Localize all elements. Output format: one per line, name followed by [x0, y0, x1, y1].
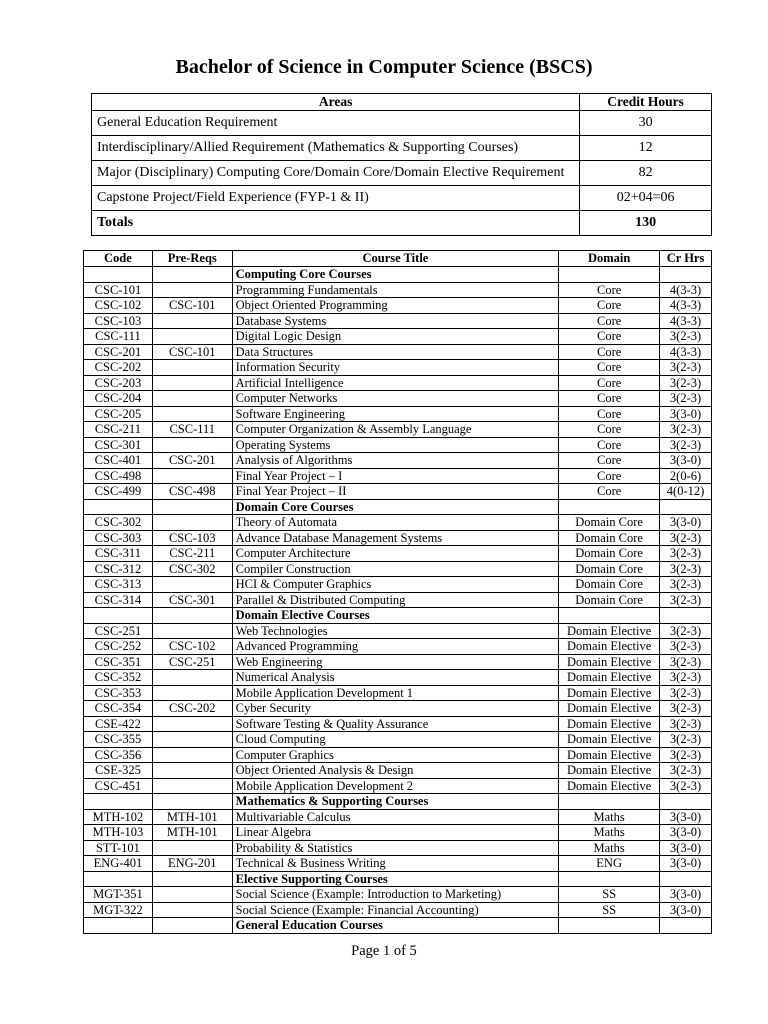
course-row: [84, 530, 712, 546]
course-row: [84, 313, 712, 329]
domain-cell: Core: [559, 468, 660, 484]
page-number: Page 1 of 5: [351, 943, 417, 959]
domain-cell: Domain Core: [559, 515, 660, 531]
credit-cell: 3(3-0): [660, 856, 712, 872]
section-title: Mathematics & Supporting Courses: [232, 794, 559, 810]
area-cell: Totals: [92, 211, 580, 236]
course-row: [84, 716, 712, 732]
domain-cell: Domain Core: [559, 592, 660, 608]
domain-cell: Domain Elective: [559, 778, 660, 794]
credit-cell: 3(2-3): [660, 329, 712, 345]
course-title-cell: Technical & Business Writing: [232, 856, 559, 872]
course-title-cell: Advanced Programming: [232, 639, 559, 655]
course-title-header: Course Title: [232, 251, 559, 267]
code-cell: CSC-101: [84, 282, 153, 298]
credit-hours-header: Credit Hours: [580, 94, 712, 111]
course-title-cell: Information Security: [232, 360, 559, 376]
course-title-cell: Database Systems: [232, 313, 559, 329]
code-cell: [84, 499, 153, 515]
domain-cell: Domain Core: [559, 546, 660, 562]
prereq-cell: [152, 406, 232, 422]
prereq-cell: [152, 515, 232, 531]
course-row: [84, 670, 712, 686]
summary-row: [92, 111, 712, 136]
course-row: [84, 453, 712, 469]
credit-cell: 3(2-3): [660, 763, 712, 779]
code-cell: CSC-111: [84, 329, 153, 345]
prereq-cell: CSC-302: [152, 561, 232, 577]
course-title-cell: Mobile Application Development 2: [232, 778, 559, 794]
code-cell: CSC-351: [84, 654, 153, 670]
course-title-cell: Advance Database Management Systems: [232, 530, 559, 546]
domain-cell: Core: [559, 437, 660, 453]
credit-cell: 3(2-3): [660, 561, 712, 577]
prereq-cell: [152, 623, 232, 639]
section-title: General Education Courses: [232, 918, 559, 934]
area-cell: Major (Disciplinary) Computing Core/Domain Core/Domain Elective Requirement: [92, 161, 580, 186]
code-cell: CSC-202: [84, 360, 153, 376]
code-cell: CSE-422: [84, 716, 153, 732]
prereq-cell: CSC-211: [152, 546, 232, 562]
course-title-cell: Mobile Application Development 1: [232, 685, 559, 701]
prereq-cell: [152, 778, 232, 794]
prereq-cell: CSC-102: [152, 639, 232, 655]
domain-cell: Maths: [559, 840, 660, 856]
credit-cell: 3(2-3): [660, 546, 712, 562]
credit-cell: [660, 267, 712, 283]
credit-cell: 3(2-3): [660, 778, 712, 794]
course-row: [84, 856, 712, 872]
credit-cell: 82: [580, 161, 712, 186]
credit-cell: 3(2-3): [660, 639, 712, 655]
domain-cell: [559, 871, 660, 887]
code-cell: CSC-302: [84, 515, 153, 531]
section-row: [84, 499, 712, 515]
prereq-cell: [152, 267, 232, 283]
course-row: [84, 887, 712, 903]
credit-cell: 02+04=06: [580, 186, 712, 211]
prereq-cell: CSC-498: [152, 484, 232, 500]
credit-cell: [660, 794, 712, 810]
code-header: Code: [84, 251, 153, 267]
course-header-row: [84, 251, 712, 267]
course-title-cell: Computer Architecture: [232, 546, 559, 562]
course-row: [84, 778, 712, 794]
code-cell: CSC-204: [84, 391, 153, 407]
code-cell: CSC-355: [84, 732, 153, 748]
credit-cell: 3(2-3): [660, 592, 712, 608]
code-cell: MGT-351: [84, 887, 153, 903]
domain-cell: [559, 918, 660, 934]
credit-cell: 4(3-3): [660, 313, 712, 329]
prereq-cell: [152, 577, 232, 593]
summary-row: [92, 186, 712, 211]
course-title-cell: Object Oriented Programming: [232, 298, 559, 314]
course-row: [84, 484, 712, 500]
credit-cell: [660, 499, 712, 515]
domain-cell: Maths: [559, 825, 660, 841]
prereq-cell: [152, 902, 232, 918]
code-cell: MTH-103: [84, 825, 153, 841]
prereq-cell: [152, 468, 232, 484]
prereq-cell: MTH-101: [152, 825, 232, 841]
course-row: [84, 685, 712, 701]
domain-cell: Core: [559, 298, 660, 314]
course-row: [84, 561, 712, 577]
domain-cell: Domain Core: [559, 530, 660, 546]
course-row: [84, 747, 712, 763]
prereq-cell: [152, 747, 232, 763]
course-title-cell: Cloud Computing: [232, 732, 559, 748]
code-cell: CSC-312: [84, 561, 153, 577]
credit-cell: 3(3-0): [660, 515, 712, 531]
credit-cell: 4(3-3): [660, 344, 712, 360]
domain-cell: Domain Elective: [559, 670, 660, 686]
code-cell: CSC-311: [84, 546, 153, 562]
prereq-cell: CSC-111: [152, 422, 232, 438]
code-cell: [84, 918, 153, 934]
credit-cell: [660, 871, 712, 887]
course-title-cell: Social Science (Example: Introduction to Marketing): [232, 887, 559, 903]
prereq-cell: [152, 282, 232, 298]
section-title: Domain Core Courses: [232, 499, 559, 515]
prereq-cell: [152, 670, 232, 686]
domain-cell: Domain Elective: [559, 654, 660, 670]
summary-row: [92, 136, 712, 161]
code-cell: CSC-356: [84, 747, 153, 763]
course-title-cell: Computer Networks: [232, 391, 559, 407]
prereq-cell: [152, 918, 232, 934]
domain-cell: Domain Elective: [559, 701, 660, 717]
domain-cell: Domain Elective: [559, 747, 660, 763]
code-cell: CSC-103: [84, 313, 153, 329]
credit-cell: [660, 918, 712, 934]
course-title-cell: Web Engineering: [232, 654, 559, 670]
prereq-cell: [152, 871, 232, 887]
prereq-cell: CSC-101: [152, 298, 232, 314]
domain-cell: Domain Core: [559, 577, 660, 593]
course-row: [84, 623, 712, 639]
area-cell: Capstone Project/Field Experience (FYP-1 & II): [92, 186, 580, 211]
prereq-cell: CSC-103: [152, 530, 232, 546]
prereq-cell: [152, 391, 232, 407]
domain-cell: Core: [559, 484, 660, 500]
course-title-cell: Software Testing & Quality Assurance: [232, 716, 559, 732]
domain-cell: Core: [559, 313, 660, 329]
course-row: [84, 437, 712, 453]
course-title-cell: Parallel & Distributed Computing: [232, 592, 559, 608]
credit-cell: 4(0-12): [660, 484, 712, 500]
credit-cell: 3(2-3): [660, 701, 712, 717]
code-cell: CSC-211: [84, 422, 153, 438]
prereq-cell: [152, 437, 232, 453]
credit-cell: 3(2-3): [660, 437, 712, 453]
section-row: [84, 794, 712, 810]
credit-cell: 3(2-3): [660, 530, 712, 546]
code-cell: CSC-205: [84, 406, 153, 422]
course-row: [84, 840, 712, 856]
code-cell: CSC-252: [84, 639, 153, 655]
prereq-cell: [152, 360, 232, 376]
course-title-cell: Final Year Project – II: [232, 484, 559, 500]
domain-cell: [559, 499, 660, 515]
summary-row: [92, 211, 712, 236]
credit-cell: 2(0-6): [660, 468, 712, 484]
course-title-cell: Web Technologies: [232, 623, 559, 639]
prereq-cell: [152, 716, 232, 732]
course-table: [83, 250, 712, 934]
course-title-cell: Multivariable Calculus: [232, 809, 559, 825]
credit-cell: 3(2-3): [660, 422, 712, 438]
credit-cell: 3(3-0): [660, 840, 712, 856]
credit-hours-header: Cr Hrs: [660, 251, 712, 267]
domain-header: Domain: [559, 251, 660, 267]
course-title-cell: Compiler Construction: [232, 561, 559, 577]
course-row: [84, 391, 712, 407]
course-row: [84, 825, 712, 841]
credit-cell: 3(2-3): [660, 732, 712, 748]
summary-header-row: [92, 94, 712, 111]
course-title-cell: Artificial Intelligence: [232, 375, 559, 391]
section-row: [84, 918, 712, 934]
credit-cell: 3(2-3): [660, 623, 712, 639]
code-cell: [84, 871, 153, 887]
course-row: [84, 282, 712, 298]
domain-cell: Domain Elective: [559, 685, 660, 701]
course-title-cell: HCI & Computer Graphics: [232, 577, 559, 593]
course-title-cell: Programming Fundamentals: [232, 282, 559, 298]
course-row: [84, 654, 712, 670]
page-title: Bachelor of Science in Computer Science (BSCS): [175, 56, 593, 78]
area-cell: General Education Requirement: [92, 111, 580, 136]
summary-row: [92, 161, 712, 186]
course-row: [84, 577, 712, 593]
course-title-cell: Theory of Automata: [232, 515, 559, 531]
course-title-cell: Cyber Security: [232, 701, 559, 717]
code-cell: CSC-313: [84, 577, 153, 593]
credit-cell: 3(2-3): [660, 375, 712, 391]
credit-cell: 4(3-3): [660, 298, 712, 314]
prereq-cell: CSC-202: [152, 701, 232, 717]
domain-cell: ENG: [559, 856, 660, 872]
code-cell: MTH-102: [84, 809, 153, 825]
course-row: [84, 375, 712, 391]
credit-cell: 3(2-3): [660, 360, 712, 376]
course-title-cell: Analysis of Algorithms: [232, 453, 559, 469]
domain-cell: [559, 267, 660, 283]
credit-summary-table: [91, 93, 712, 236]
course-row: [84, 732, 712, 748]
prereq-cell: [152, 794, 232, 810]
credit-cell: 3(3-0): [660, 825, 712, 841]
section-title: Elective Supporting Courses: [232, 871, 559, 887]
domain-cell: Core: [559, 406, 660, 422]
section-row: [84, 608, 712, 624]
domain-cell: Maths: [559, 809, 660, 825]
credit-cell: 3(3-0): [660, 809, 712, 825]
course-row: [84, 329, 712, 345]
code-cell: CSC-451: [84, 778, 153, 794]
course-row: [84, 902, 712, 918]
code-cell: CSC-201: [84, 344, 153, 360]
domain-cell: [559, 794, 660, 810]
course-title-cell: Linear Algebra: [232, 825, 559, 841]
area-cell: Interdisciplinary/Allied Requirement (Mathematics & Supporting Courses): [92, 136, 580, 161]
code-cell: STT-101: [84, 840, 153, 856]
credit-cell: 30: [580, 111, 712, 136]
credit-cell: 3(2-3): [660, 747, 712, 763]
code-cell: [84, 267, 153, 283]
code-cell: CSC-498: [84, 468, 153, 484]
code-cell: CSC-314: [84, 592, 153, 608]
course-title-cell: Computer Graphics: [232, 747, 559, 763]
domain-cell: Core: [559, 329, 660, 345]
domain-cell: Domain Elective: [559, 639, 660, 655]
prereq-cell: [152, 329, 232, 345]
course-row: [84, 546, 712, 562]
code-cell: CSC-203: [84, 375, 153, 391]
prereq-cell: [152, 685, 232, 701]
prereq-cell: CSC-301: [152, 592, 232, 608]
credit-cell: 3(2-3): [660, 577, 712, 593]
credit-cell: 3(2-3): [660, 654, 712, 670]
section-row: [84, 871, 712, 887]
domain-cell: Core: [559, 360, 660, 376]
code-cell: CSC-251: [84, 623, 153, 639]
code-cell: ENG-401: [84, 856, 153, 872]
credit-cell: 3(2-3): [660, 716, 712, 732]
code-cell: MGT-322: [84, 902, 153, 918]
course-row: [84, 344, 712, 360]
credit-cell: 3(2-3): [660, 391, 712, 407]
course-title-cell: Software Engineering: [232, 406, 559, 422]
code-cell: CSC-499: [84, 484, 153, 500]
prereq-cell: [152, 499, 232, 515]
prereq-cell: [152, 608, 232, 624]
prereq-cell: MTH-101: [152, 809, 232, 825]
course-title-cell: Digital Logic Design: [232, 329, 559, 345]
prereq-cell: CSC-201: [152, 453, 232, 469]
credit-cell: [660, 608, 712, 624]
course-title-cell: Final Year Project – I: [232, 468, 559, 484]
code-cell: CSC-352: [84, 670, 153, 686]
prereq-cell: [152, 375, 232, 391]
domain-cell: SS: [559, 887, 660, 903]
course-row: [84, 406, 712, 422]
section-title: Domain Elective Courses: [232, 608, 559, 624]
code-cell: CSC-354: [84, 701, 153, 717]
course-row: [84, 639, 712, 655]
code-cell: CSC-401: [84, 453, 153, 469]
course-row: [84, 298, 712, 314]
domain-cell: SS: [559, 902, 660, 918]
course-title-cell: Numerical Analysis: [232, 670, 559, 686]
code-cell: CSC-303: [84, 530, 153, 546]
course-title-cell: Operating Systems: [232, 437, 559, 453]
code-cell: CSC-353: [84, 685, 153, 701]
credit-cell: 3(3-0): [660, 453, 712, 469]
course-title-cell: Computer Organization & Assembly Language: [232, 422, 559, 438]
course-title-cell: Probability & Statistics: [232, 840, 559, 856]
course-row: [84, 360, 712, 376]
section-title: Computing Core Courses: [232, 267, 559, 283]
course-title-cell: Data Structures: [232, 344, 559, 360]
domain-cell: Domain Elective: [559, 716, 660, 732]
domain-cell: Domain Core: [559, 561, 660, 577]
credit-cell: 3(3-0): [660, 902, 712, 918]
domain-cell: Core: [559, 282, 660, 298]
prereq-cell: [152, 840, 232, 856]
prereq-cell: [152, 313, 232, 329]
domain-cell: Core: [559, 375, 660, 391]
credit-cell: 3(3-0): [660, 406, 712, 422]
code-cell: CSC-102: [84, 298, 153, 314]
course-row: [84, 701, 712, 717]
code-cell: [84, 794, 153, 810]
credit-cell: 12: [580, 136, 712, 161]
course-title-cell: Social Science (Example: Financial Accounting): [232, 902, 559, 918]
code-cell: CSC-301: [84, 437, 153, 453]
course-row: [84, 422, 712, 438]
domain-cell: Core: [559, 391, 660, 407]
credit-cell: 130: [580, 211, 712, 236]
prereq-cell: [152, 763, 232, 779]
domain-cell: Core: [559, 422, 660, 438]
domain-cell: Domain Elective: [559, 623, 660, 639]
prereq-cell: [152, 732, 232, 748]
course-row: [84, 468, 712, 484]
course-title-cell: Object Oriented Analysis & Design: [232, 763, 559, 779]
course-row: [84, 763, 712, 779]
course-row: [84, 809, 712, 825]
prereq-cell: CSC-101: [152, 344, 232, 360]
credit-cell: 3(2-3): [660, 685, 712, 701]
areas-header: Areas: [92, 94, 580, 111]
domain-cell: Domain Elective: [559, 732, 660, 748]
domain-cell: Domain Elective: [559, 763, 660, 779]
prereq-cell: CSC-251: [152, 654, 232, 670]
code-cell: CSE-325: [84, 763, 153, 779]
prereqs-header: Pre-Reqs: [152, 251, 232, 267]
domain-cell: Core: [559, 453, 660, 469]
course-row: [84, 592, 712, 608]
credit-cell: 3(2-3): [660, 670, 712, 686]
prereq-cell: [152, 887, 232, 903]
code-cell: [84, 608, 153, 624]
course-row: [84, 515, 712, 531]
section-row: [84, 267, 712, 283]
domain-cell: [559, 608, 660, 624]
credit-cell: 4(3-3): [660, 282, 712, 298]
prereq-cell: ENG-201: [152, 856, 232, 872]
domain-cell: Core: [559, 344, 660, 360]
credit-cell: 3(3-0): [660, 887, 712, 903]
